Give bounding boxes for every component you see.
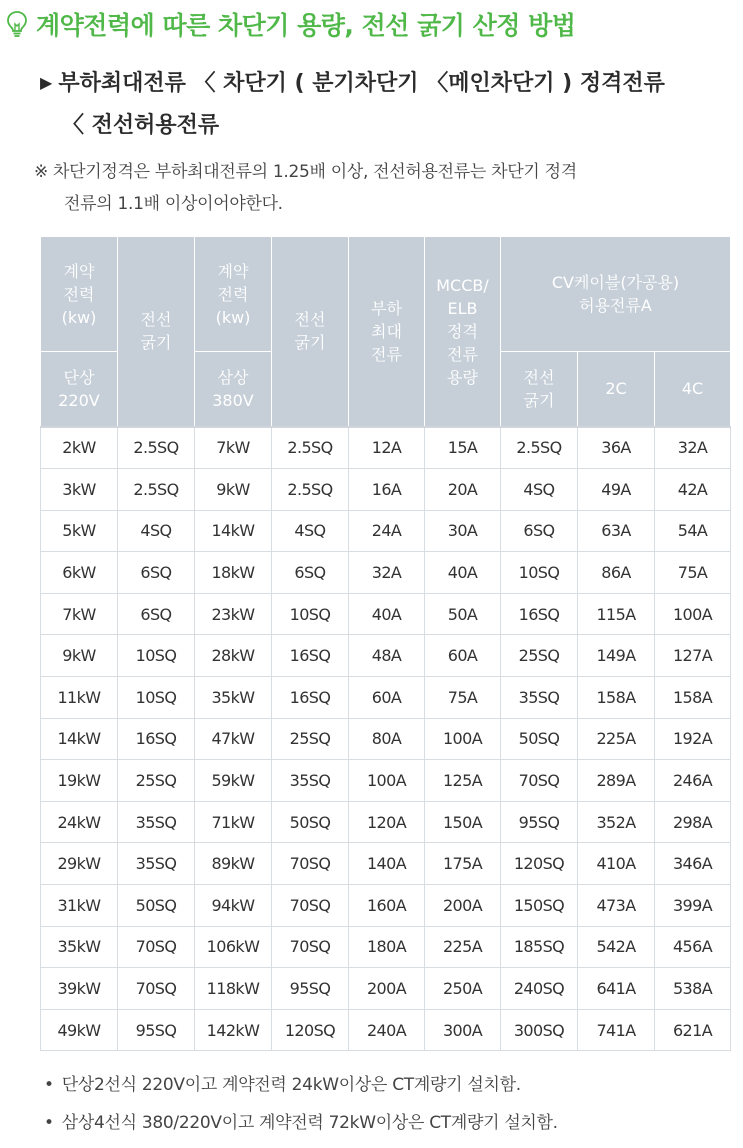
note-line-1: ※ 차단기정격은 부하최대전류의 1.25배 이상, 전선허용전류는 차단기 정격 xyxy=(34,162,577,182)
table-cell: 70SQ xyxy=(272,843,349,885)
header-mccb-rated-current: MCCB/ ELB 정격 전류 용량 xyxy=(425,237,501,427)
table-cell: 63A xyxy=(578,510,655,552)
table-cell: 741A xyxy=(578,1009,655,1051)
table-cell: 30A xyxy=(425,510,501,552)
table-row xyxy=(41,593,731,635)
table-cell: 12A xyxy=(349,427,425,469)
table-cell: 50SQ xyxy=(118,885,195,927)
table-cell: 352A xyxy=(578,801,655,843)
table-cell: 29kW xyxy=(41,843,118,885)
table-cell: 175A xyxy=(425,843,501,885)
table-cell: 70SQ xyxy=(118,968,195,1010)
table-cell: 23kW xyxy=(195,593,272,635)
table-cell: 16SQ xyxy=(501,593,578,635)
table-cell: 70SQ xyxy=(118,926,195,968)
table-cell: 18kW xyxy=(195,552,272,594)
table-cell: 456A xyxy=(655,926,731,968)
table-cell: 10SQ xyxy=(118,635,195,677)
page-title: 계약전력에 따른 차단기 용량, 전선 굵기 산정 방법 xyxy=(36,11,576,40)
table-cell: 16A xyxy=(349,469,425,511)
table-cell: 298A xyxy=(655,801,731,843)
table-cell: 75A xyxy=(425,677,501,719)
table-cell: 473A xyxy=(578,885,655,927)
table-cell: 346A xyxy=(655,843,731,885)
table-cell: 300A xyxy=(425,1009,501,1051)
table-cell: 71kW xyxy=(195,801,272,843)
table-cell: 158A xyxy=(578,677,655,719)
table-cell: 94kW xyxy=(195,885,272,927)
table-cell: 4SQ xyxy=(118,510,195,552)
table-cell: 50SQ xyxy=(272,801,349,843)
table-cell: 6kW xyxy=(41,552,118,594)
table-cell: 142kW xyxy=(195,1009,272,1051)
table-cell: 127A xyxy=(655,635,731,677)
table-cell: 200A xyxy=(349,968,425,1010)
table-cell: 50SQ xyxy=(501,718,578,760)
table-cell: 2.5SQ xyxy=(501,427,578,469)
table-cell: 54A xyxy=(655,510,731,552)
table-cell: 621A xyxy=(655,1009,731,1051)
table-cell: 200A xyxy=(425,885,501,927)
table-cell: 49kW xyxy=(41,1009,118,1051)
table-cell: 36A xyxy=(578,427,655,469)
header-contract-power-3p: 계약 전력 (kw) xyxy=(195,237,272,352)
table-cell: 42A xyxy=(655,469,731,511)
header-cv-cable: CV케이블(가공용) 허용전류A xyxy=(501,237,731,352)
table-cell: 70SQ xyxy=(501,760,578,802)
table-cell: 35kW xyxy=(195,677,272,719)
table-row xyxy=(41,552,731,594)
table-cell: 31kW xyxy=(41,885,118,927)
table-cell: 289A xyxy=(578,760,655,802)
table-cell: 35SQ xyxy=(501,677,578,719)
subtitle-line-1: 부하최대전류 〈 차단기 ( 분기차단기 〈메인차단기 ) 정격전류 xyxy=(58,71,665,96)
table-cell: 2.5SQ xyxy=(118,427,195,469)
footnote-2: • 삼상4선식 380/220V이고 계약전력 72kW이상은 CT계량기 설치함. xyxy=(44,1113,558,1133)
table-cell: 35SQ xyxy=(118,843,195,885)
header-wire-size-3p: 전선 굵기 xyxy=(272,237,349,427)
table-cell: 25SQ xyxy=(272,718,349,760)
table-cell: 120SQ xyxy=(272,1009,349,1051)
lightbulb-icon xyxy=(6,10,28,38)
table-cell: 2.5SQ xyxy=(272,469,349,511)
note-line-2: 전류의 1.1배 이상이어야한다. xyxy=(64,194,283,214)
table-row xyxy=(41,968,731,1010)
table-cell: 4SQ xyxy=(501,469,578,511)
table-cell: 240SQ xyxy=(501,968,578,1010)
table-cell: 40A xyxy=(425,552,501,594)
table-cell: 14kW xyxy=(195,510,272,552)
table-cell: 80A xyxy=(349,718,425,760)
table-cell: 24kW xyxy=(41,801,118,843)
table-row xyxy=(41,843,731,885)
table-cell: 95SQ xyxy=(501,801,578,843)
table-cell: 150A xyxy=(425,801,501,843)
table-cell: 118kW xyxy=(195,968,272,1010)
table-cell: 250A xyxy=(425,968,501,1010)
table-cell: 7kW xyxy=(41,593,118,635)
table-cell: 115A xyxy=(578,593,655,635)
table-cell: 19kW xyxy=(41,760,118,802)
table-row xyxy=(41,1009,731,1051)
table-cell: 89kW xyxy=(195,843,272,885)
table-cell: 158A xyxy=(655,677,731,719)
table-cell: 399A xyxy=(655,885,731,927)
table-cell: 49A xyxy=(578,469,655,511)
table-cell: 160A xyxy=(349,885,425,927)
table-cell: 35kW xyxy=(41,926,118,968)
table-cell: 35SQ xyxy=(272,760,349,802)
table-cell: 50A xyxy=(425,593,501,635)
table-row xyxy=(41,469,731,511)
table-cell: 125A xyxy=(425,760,501,802)
header-cv-2c: 2C xyxy=(578,352,655,427)
table-cell: 47kW xyxy=(195,718,272,760)
table-cell: 32A xyxy=(655,427,731,469)
table-cell: 410A xyxy=(578,843,655,885)
table-cell: 246A xyxy=(655,760,731,802)
table-row xyxy=(41,635,731,677)
table-cell: 300SQ xyxy=(501,1009,578,1051)
table-cell: 100A xyxy=(655,593,731,635)
table-cell: 225A xyxy=(425,926,501,968)
title-row xyxy=(6,6,575,42)
table-cell: 60A xyxy=(349,677,425,719)
subtitle-line-2: 〈 전선허용전류 xyxy=(62,113,220,138)
table-cell: 25SQ xyxy=(501,635,578,677)
table-cell: 32A xyxy=(349,552,425,594)
table-cell: 7kW xyxy=(195,427,272,469)
table-row xyxy=(41,926,731,968)
footnote-1: • 단상2선식 220V이고 계약전력 24kW이상은 CT계량기 설치함. xyxy=(44,1075,521,1095)
table-cell: 6SQ xyxy=(118,552,195,594)
table-cell: 240A xyxy=(349,1009,425,1051)
table-cell: 106kW xyxy=(195,926,272,968)
table-row xyxy=(41,801,731,843)
table-cell: 39kW xyxy=(41,968,118,1010)
table-cell: 192A xyxy=(655,718,731,760)
table-cell: 95SQ xyxy=(118,1009,195,1051)
table-cell: 11kW xyxy=(41,677,118,719)
table-cell: 140A xyxy=(349,843,425,885)
table-cell: 185SQ xyxy=(501,926,578,968)
table-row xyxy=(41,427,731,469)
table-row xyxy=(41,760,731,802)
table-cell: 6SQ xyxy=(118,593,195,635)
table-cell: 538A xyxy=(655,968,731,1010)
table-cell: 100A xyxy=(349,760,425,802)
table-cell: 86A xyxy=(578,552,655,594)
table-cell: 100A xyxy=(425,718,501,760)
table-cell: 10SQ xyxy=(272,593,349,635)
table-cell: 14kW xyxy=(41,718,118,760)
table-cell: 149A xyxy=(578,635,655,677)
table-cell: 28kW xyxy=(195,635,272,677)
table-cell: 95SQ xyxy=(272,968,349,1010)
table-cell: 75A xyxy=(655,552,731,594)
header-cv-wire-size: 전선 굵기 xyxy=(501,352,578,427)
table-cell: 16SQ xyxy=(118,718,195,760)
table-cell: 70SQ xyxy=(272,926,349,968)
table-cell: 20A xyxy=(425,469,501,511)
table-cell: 16SQ xyxy=(272,635,349,677)
table-row xyxy=(41,885,731,927)
spec-table xyxy=(40,236,731,1051)
table-body xyxy=(41,427,731,1051)
table-cell: 2.5SQ xyxy=(118,469,195,511)
table-cell: 180A xyxy=(349,926,425,968)
table-cell: 25SQ xyxy=(118,760,195,802)
header-max-load-current: 부하 최대 전류 xyxy=(349,237,425,427)
table-cell: 15A xyxy=(425,427,501,469)
note xyxy=(34,156,734,220)
table-cell: 9kW xyxy=(195,469,272,511)
header-cv-4c: 4C xyxy=(655,352,731,427)
table-row xyxy=(41,718,731,760)
table-cell: 60A xyxy=(425,635,501,677)
table-row xyxy=(41,677,731,719)
header-contract-power-1p: 계약 전력 (kw) xyxy=(41,237,118,352)
header-phase-1p: 단상 220V xyxy=(41,352,118,427)
header-wire-size-1p: 전선 굵기 xyxy=(118,237,195,427)
header-phase-3p: 삼상 380V xyxy=(195,352,272,427)
table-cell: 3kW xyxy=(41,469,118,511)
table-cell: 641A xyxy=(578,968,655,1010)
table-cell: 70SQ xyxy=(272,885,349,927)
table-cell: 225A xyxy=(578,718,655,760)
table-cell: 24A xyxy=(349,510,425,552)
subtitle xyxy=(40,62,665,147)
table-cell: 5kW xyxy=(41,510,118,552)
table-cell: 150SQ xyxy=(501,885,578,927)
table-cell: 120A xyxy=(349,801,425,843)
table-cell: 2kW xyxy=(41,427,118,469)
table-cell: 4SQ xyxy=(272,510,349,552)
table-cell: 40A xyxy=(349,593,425,635)
table-cell: 9kW xyxy=(41,635,118,677)
table-cell: 59kW xyxy=(195,760,272,802)
table-cell: 6SQ xyxy=(501,510,578,552)
table-cell: 542A xyxy=(578,926,655,968)
table-cell: 2.5SQ xyxy=(272,427,349,469)
table-cell: 35SQ xyxy=(118,801,195,843)
table-row xyxy=(41,510,731,552)
table-cell: 10SQ xyxy=(501,552,578,594)
table-cell: 48A xyxy=(349,635,425,677)
table-cell: 6SQ xyxy=(272,552,349,594)
table-cell: 10SQ xyxy=(118,677,195,719)
triangle-right-icon: ▶ xyxy=(40,73,53,92)
table-cell: 120SQ xyxy=(501,843,578,885)
table-cell: 16SQ xyxy=(272,677,349,719)
